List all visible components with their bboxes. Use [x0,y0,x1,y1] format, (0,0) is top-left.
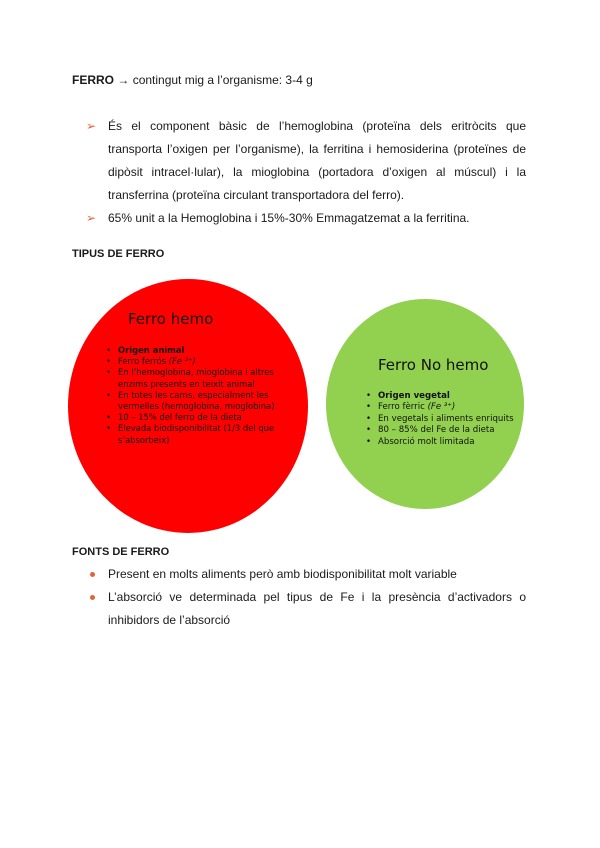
ferro-bullet-text: 65% unit a la Hemoglobina i 15%-30% Emmagatzemat a la ferritina. [108,211,470,225]
arrow-bullet-icon: ➢ [86,211,97,225]
ferro-bullet [86,115,526,207]
circle-list-item [364,425,514,436]
arrow-bullet-icon: ➢ [86,119,97,133]
fonts-bullet [86,586,526,632]
circle-item-text: Ferro fèrric [378,402,428,413]
circle-list-item [364,437,514,448]
ferro-bullet-text: És el component bàsic de l’hemoglobina (proteïna dels eritròcits que transporta l’oxigen per l’organisme), la ferritina i hemosiderina (proteïnes de dipòsit intracel·lular), la mioglobina (portadora d’oxigen al múscul) i la transferrina (proteïna circulant transportadora del ferro). [108,119,526,202]
fonts-bullet-list [86,563,526,632]
circle-list-item [364,414,514,425]
ferro-hemo-title: Ferro hemo [128,310,214,328]
circle-item-text: Elevada biodisponibilitat (1/3 del que s’absorbeix) [118,423,275,445]
bullet-dot-icon [90,572,95,577]
circle-list-item [364,391,514,402]
tipus-heading: TIPUS DE FERRO [72,248,165,260]
ferro-bullet-list [86,115,526,230]
circle-item-text: (Fe ³⁺) [427,402,456,413]
circle-list-item [104,345,280,356]
ferro-bullet [86,207,526,230]
circle-item-text: Origen vegetal [378,391,450,401]
fonts-heading: FONTS DE FERRO [72,546,170,558]
fonts-bullet [86,563,526,586]
intro-text: contingut mig a l’organisme: 3-4 g [132,73,313,87]
intro-line [72,72,313,88]
circle-item-text: (Fe ²⁺) [168,356,196,367]
bullet-dot-icon [90,595,95,600]
circle-item-text: 80 – 85% del Fe de la dieta [378,425,495,436]
circle-list-item [104,390,280,412]
circle-item-text: Absorció molt limitada [378,436,475,447]
circle-item-text: Ferro ferrós [118,356,169,367]
circle-list-item [104,367,280,389]
ferro-no-hemo-list [364,391,514,448]
fonts-bullet-text: Present en molts aliments però amb biodisponibilitat molt variable [108,567,457,581]
intro-label: FERRO [72,73,114,87]
circle-item-text: 10 – 15% del ferro de la dieta [118,412,242,423]
circle-list-item [104,423,280,445]
circle-list-item [364,402,514,413]
circle-item-text: En vegetals i aliments enriquits [378,413,514,424]
ferro-hemo-list [104,345,280,446]
circle-list-item [104,356,280,367]
arrow-icon: → [117,73,130,87]
ferro-no-hemo-title: Ferro No hemo [378,356,489,374]
circle-item-text: Origen animal [118,345,185,355]
circle-list-item [104,412,280,423]
circle-item-text: En totes les carns, especialment les vermelles (hemoglobina, mioglobina) [118,389,275,412]
circle-item-text: En l’hemoglobina, mioglobina i altres enzims presents en teixit animal [118,367,274,389]
fonts-bullet-text: L’absorció ve determinada pel tipus de Fe i la presència d’activadors o inhibidors de l’absorció [108,590,526,627]
